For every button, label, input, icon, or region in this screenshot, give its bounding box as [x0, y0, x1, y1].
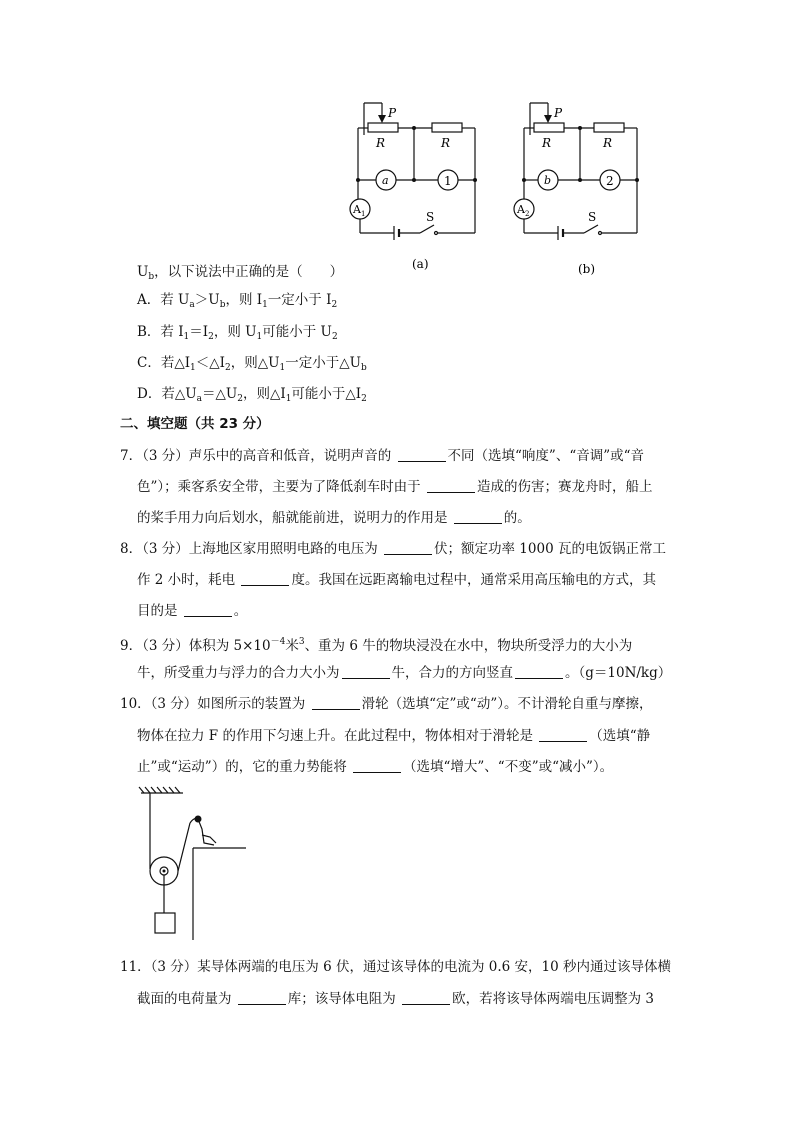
answer-blank[interactable] [384, 542, 432, 555]
q10-line-3: 止”或“运动”）的，它的重力势能将 （选填“增大”、“不变”或“减小”）。 [137, 759, 614, 775]
label-p: P [388, 106, 397, 120]
svg-text:R: R [441, 136, 451, 150]
q7-line-2: 色”）；乘客系安全带，主要为了降低刹车时由于 造成的伤害；赛龙舟时，船上 [137, 479, 653, 495]
caption-a: (a) [412, 257, 429, 271]
answer-blank[interactable] [238, 992, 286, 1005]
answer-blank[interactable] [353, 760, 401, 773]
q7-line-3: 的桨手用力向后划水，船就能前进，说明力的作用是 的。 [137, 510, 531, 526]
answer-blank[interactable] [427, 480, 475, 493]
pulley-diagram [138, 785, 253, 945]
q8-line-3: 目的是 。 [137, 603, 248, 619]
circuit-diagram-b [506, 95, 656, 275]
svg-text:b: b [544, 174, 552, 187]
q7-line-1: 7．（3 分）声乐中的高音和低音，说明声音的 不同（选填“响度”、“音调”或“音 [120, 448, 645, 464]
answer-blank[interactable] [241, 573, 289, 586]
circuit-diagram-a [340, 95, 490, 275]
q6-option-a: A．若 $U_a>U_b$，则 $I_1$一定小于 $I_2$ [137, 292, 338, 310]
answer-blank[interactable] [312, 697, 360, 710]
svg-text:A: A [517, 203, 525, 216]
svg-text:2: 2 [606, 174, 614, 188]
svg-text:S: S [588, 210, 597, 224]
q11-line-2: 截面的电荷量为 库；该导体电阻为 欧，若将该导体两端电压调整为 3 [137, 991, 654, 1007]
q6-option-c: C．若$\triangle I_1<\triangle I_2$，则$\triangle U_1$一定小于$\triangle U_b$ [137, 355, 367, 373]
answer-blank[interactable] [398, 449, 446, 462]
svg-text:A: A [353, 203, 361, 216]
svg-text:1: 1 [444, 174, 452, 188]
svg-text:S: S [426, 210, 435, 224]
answer-blank[interactable] [454, 511, 502, 524]
q8-line-1: 8．（3 分）上海地区家用照明电路的电压为 伏；额定功率 1000 瓦的电饭锅正常工 [120, 541, 666, 557]
svg-text:a: a [382, 174, 389, 187]
svg-text:1: 1 [361, 210, 366, 218]
svg-text:R: R [542, 136, 552, 150]
q10-line-2: 物体在拉力 F 的作用下匀速上升。在此过程中，物体相对于滑轮是 （选填“静 [137, 728, 651, 744]
answer-blank[interactable] [342, 666, 390, 679]
svg-text:2: 2 [525, 210, 530, 218]
q6-option-d: D．若$\triangle U_a=\triangle U_2$，则$\triangle I_1$可能小于$\triangle I_2$ [137, 386, 367, 404]
q8-line-2: 作 2 小时，耗电 度。我国在远距离输电过程中，通常采用高压输电的方式，其 [137, 572, 656, 588]
answer-blank[interactable] [539, 729, 587, 742]
answer-blank[interactable] [515, 666, 563, 679]
q9-line-1: 9．（3 分）体积为 $5\times 10^{-4}$米$^3$、重为 6 牛的物块浸没在水中，物块所受浮力的大小为 [120, 637, 633, 654]
q11-line-1: 11．（3 分）某导体两端的电压为 6 伏，通过该导体的电流为 0.6 安，10 秒内通过该导体横 [120, 959, 672, 975]
answer-blank[interactable] [184, 604, 232, 617]
answer-blank[interactable] [402, 992, 450, 1005]
caption-b: (b) [578, 262, 596, 275]
q9-line-2: 牛，所受重力与浮力的合力大小为 牛，合力的方向竖直 。（g＝10N/kg） [137, 665, 672, 681]
q10-line-1: 10．（3 分）如图所示的装置为 滑轮（选填“定”或“动”）。不计滑轮自重与摩擦， [120, 696, 653, 712]
q6-option-b: B．若 $I_1=I_2$，则 $U_1$可能小于 $U_2$ [137, 324, 338, 342]
svg-text:R: R [376, 136, 386, 150]
q6-stem-tail: $U_b$，以下说法中正确的是（ ） [137, 264, 344, 282]
svg-text:P: P [554, 106, 563, 120]
section-heading: 二、填空题（共 23 分） [120, 416, 270, 432]
svg-text:R: R [603, 136, 613, 150]
